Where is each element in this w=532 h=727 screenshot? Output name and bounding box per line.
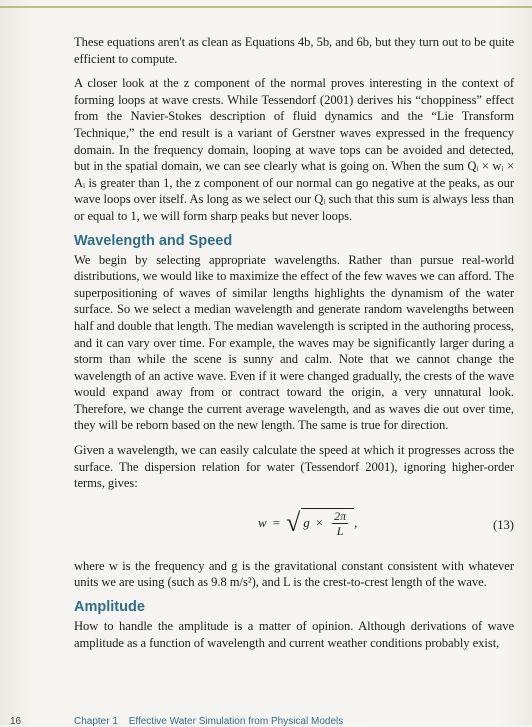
eq-times: × (315, 515, 324, 531)
eq-equals: = (272, 514, 281, 530)
text-column (74, 34, 514, 659)
wavelength-paragraph-1: We begin by selecting appropriate wavelengths. Rather than pursue real-world distributions, we would like to maximize the effect of the few waves we can afford. The superpositioning of waves of similar lengths highlights the dynamism of the water surface. So we select a median wavelength and generate random wavelengths between half and double that length. The median wavelength is scripted in the authoring process, and it can vary over time. For example, the waves may be significantly larger during a storm than while the scene is sunny and calm. Note that we cannot change the wavelength of an active wave. Even if it were changed gradually, the crests of the wave would expand away from or contract toward the origin, a very unnatural look. Therefore, we change the current average wavelength, and as waves die out over time, they will be reborn based on the new length. The same is true for direction. (74, 252, 514, 433)
equation-13 (74, 500, 514, 552)
eq-g: g (303, 515, 310, 531)
section-heading-amplitude: Amplitude (74, 599, 145, 616)
intro-paragraph-2: A closer look at the z component of the normal proves interesting in the context of forming loops at wave crests. While Tessendorf (2001) derives his “choppiness” effect from the Navier-Stokes description of fluid dynamics and the “Lie Transform Technique,” the end result is a variant of Gerstner waves expressed in the frequency domain. In the frequency domain, looping at wave tops can be avoided and detected, but in the spatial domain, we can see clearly what is going on. When the sum Qᵢ × wᵢ × Aᵢ is greater than 1, the z component of our normal can go negative at the peaks, as our wave loops over itself. As long as we select our Qᵢ such that this sum is always less than or equal to 1, we will form sharp peaks but never loops. (74, 76, 514, 223)
eq-fraction (332, 509, 348, 538)
eq-denominator: L (336, 523, 344, 538)
footer-chapter-title: Effective Water Simulation from Physical Models (128, 716, 344, 727)
page-number: 16 (10, 716, 22, 727)
after-equation-paragraph: where w is the frequency and g is the gravitational constant consistent with whatever units we are using (such as 9.8 m/s²), and L is the crest-to-crest length of the wave. (74, 558, 514, 590)
eq-trailing: , (354, 514, 358, 530)
wavelength-paragraph-2: Given a wavelength, we can easily calculate the speed at which it progresses across the surface. The dispersion relation for water (Tessendorf 2001), ignoring higher-order terms, gives: (74, 443, 514, 491)
sqrt-sign-icon: √ (286, 507, 301, 537)
eq-numerator: 2π (334, 508, 347, 523)
top-rule (0, 6, 532, 8)
equation-body (258, 508, 357, 538)
running-footer (74, 716, 343, 727)
eq-radicand (301, 508, 354, 538)
eq-lhs: w (258, 514, 267, 530)
footer-chapter: Chapter 1 (74, 716, 118, 727)
equation-number: (13) (493, 517, 514, 532)
section-heading-wavelength: Wavelength and Speed (74, 232, 233, 249)
intro-paragraph-1: These equations aren't as clean as Equations 4b, 5b, and 6b, but they turn out to be quite efficient to compute. (74, 35, 514, 66)
amplitude-paragraph-1: How to handle the amplitude is a matter of opinion. Although derivations of wave amplitude as a function of wavelength and current weather conditions probably exist, (74, 619, 514, 650)
